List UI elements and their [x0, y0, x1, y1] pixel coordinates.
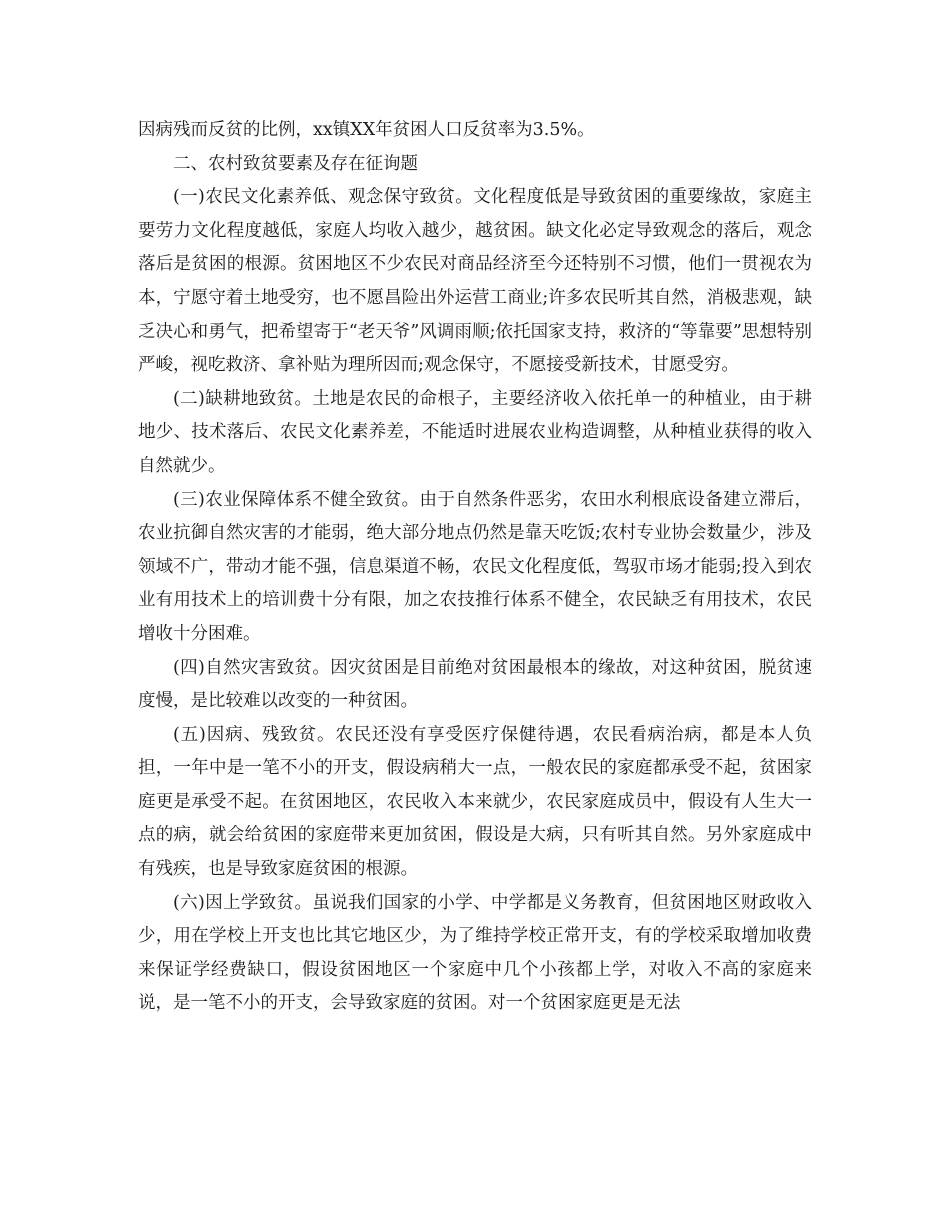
paragraph-lack-farmland: (二)缺耕地致贫。土地是农民的命根子，主要经济收入依托单一的种植业，由于耕地少、技术落后、农民文化素养差，不能适时进展农业构造调整，从种植业获得的收入自然就少。 — [138, 388, 812, 476]
paragraph-poverty-return-rate: 因病残而反贫的比例，xx镇XX年贫困人口反贫率为3.5%。 — [138, 120, 595, 140]
paragraph-low-education: (一)农民文化素养低、观念保守致贫。文化程度低是导致贫困的重要缘故，家庭主要劳力文化程度越低，家庭人均收入越少，越贫困。缺文化必定导致观念的落后，观念落后是贫困的根源。贫困地区不少农民对商品经济至今还特别不习惯，他们一贯视农为本，宁愿守着土地受穷，也不愿昌险出外运营工商业;许多农民听其自然，消极悲观，缺乏决心和勇气，把希望寄于“老天爷”风调雨顺;依托国家支持，救济的“等靠要”思想特别严峻，视吃救济、拿补贴为理所因而;观念保守，不愿接受新技术，甘愿受穷。 — [138, 187, 812, 376]
section-heading-poverty-factors: 二、农村致贫要素及存在征询题 — [173, 153, 418, 174]
paragraph-illness-disability: (五)因病、残致贫。农民还没有享受医疗保健待遇，农民看病治病，都是本人负担，一年中是一笔不小的开支，假设病稍大一点，一般农民的家庭都承受不起，贫困家庭更是承受不起。在贫困地区，农民收入本来就少，农民家庭成员中，假设有人生大一点的病，就会给贫困的家庭带来更加贫困，假设是大病，只有听其自然。另外家庭成中有残疾，也是导致家庭贫困的根源。 — [138, 724, 812, 880]
paragraph-schooling-cost: (六)因上学致贫。虽说我们国家的小学、中学都是义务教育，但贫困地区财政收入少，用在学校上开支也比其它地区少，为了维持学校正常开支，有的学校采取增加收费来保证学经费缺口，假设贫困地区一个家庭中几个小孩都上学，对收入不高的家庭来说，是一笔不小的开支，会导致家庭的贫困。对一个贫困家庭更是无法 — [138, 892, 812, 1014]
paragraph-natural-disaster: (四)自然灾害致贫。因灾贫困是目前绝对贫困最根本的缘故，对这种贫困，脱贫速度慢，是比较难以改变的一种贫困。 — [138, 657, 812, 712]
paragraph-agri-support-system: (三)农业保障体系不健全致贫。由于自然条件恶劣，农田水利根底设备建立滞后，农业抗御自然灾害的才能弱，绝大部分地点仍然是靠天吃饭;农村专业协会数量少，涉及领域不广，带动才能不强，信息渠道不畅，农民文化程度低，驾驭市场才能弱;投入到农业有用技术上的培训费十分有限，加之农技推行体系不健全，农民缺乏有用技术，农民增收十分困难。 — [138, 489, 812, 644]
document-body — [138, 114, 812, 1021]
